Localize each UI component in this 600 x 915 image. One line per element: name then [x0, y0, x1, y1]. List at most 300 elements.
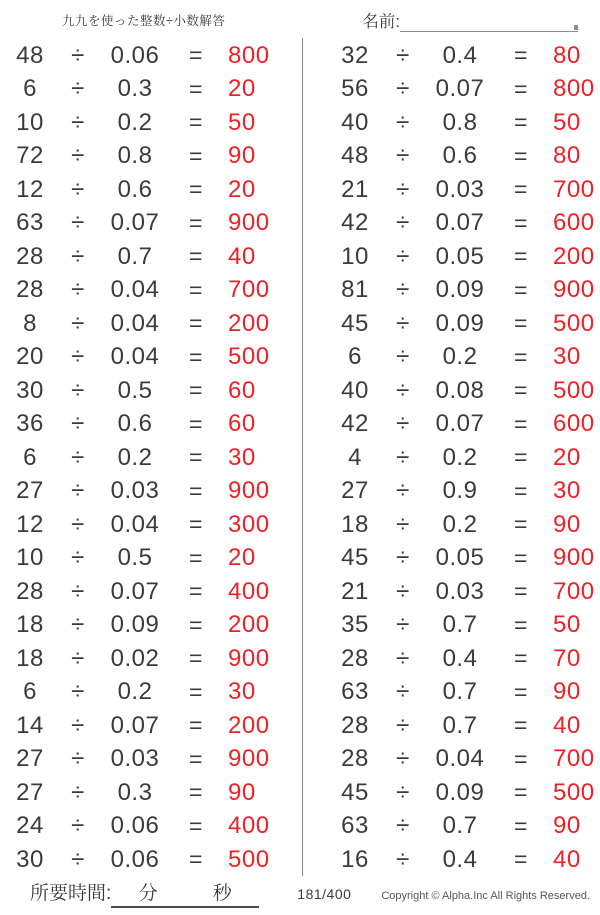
equals-sign: = [514, 745, 528, 772]
divisor: 0.7 [442, 812, 478, 840]
dividend: 30 [16, 376, 44, 404]
divide-sign: ÷ [396, 343, 410, 371]
dividend: 4 [348, 443, 362, 471]
answer: 70 [553, 644, 581, 672]
divisor: 0.7 [117, 242, 153, 270]
divide-sign: ÷ [396, 544, 410, 572]
problems-column-left [0, 38, 303, 876]
divisor: 0.04 [435, 745, 485, 773]
divisor: 0.04 [110, 276, 160, 304]
divisor: 0.02 [110, 644, 160, 672]
answer: 700 [553, 175, 595, 203]
dividend: 6 [348, 343, 362, 371]
seconds-unit-label: 秒 [212, 883, 232, 904]
problem-row [2, 709, 302, 743]
answer: 900 [228, 477, 270, 505]
dividend: 16 [341, 845, 369, 873]
divide-sign: ÷ [396, 711, 410, 739]
divisor: 0.3 [117, 778, 153, 806]
dividend: 63 [341, 812, 369, 840]
problem-row [327, 575, 600, 609]
divisor: 0.07 [110, 711, 160, 739]
dividend: 45 [341, 778, 369, 806]
problem-row [2, 776, 302, 810]
equals-sign: = [514, 42, 528, 69]
answer: 700 [553, 745, 595, 773]
problem-row [2, 307, 302, 341]
divisor: 0.03 [110, 745, 160, 773]
equals-sign: = [514, 310, 528, 337]
dividend: 10 [341, 242, 369, 270]
divide-sign: ÷ [71, 209, 85, 237]
equals-sign: = [189, 75, 203, 102]
divisor: 0.2 [442, 443, 478, 471]
answer: 800 [228, 41, 270, 69]
problem-row [327, 173, 600, 207]
divisor: 0.09 [435, 276, 485, 304]
header [0, 0, 600, 38]
divisor: 0.4 [442, 41, 478, 69]
answer: 900 [553, 276, 595, 304]
divisor: 0.06 [110, 41, 160, 69]
time-field-group [30, 878, 259, 908]
answer: 40 [553, 845, 581, 873]
divide-sign: ÷ [396, 678, 410, 706]
divide-sign: ÷ [71, 577, 85, 605]
copyright-notice: Copyright © Alpha.Inc All Rights Reserved. [381, 890, 590, 902]
divide-sign: ÷ [71, 477, 85, 505]
problem-row [327, 307, 600, 341]
equals-sign: = [189, 176, 203, 203]
answer: 500 [553, 376, 595, 404]
divisor: 0.5 [117, 544, 153, 572]
divide-sign: ÷ [396, 644, 410, 672]
answer: 80 [553, 142, 581, 170]
divide-sign: ÷ [71, 845, 85, 873]
problem-row [327, 709, 600, 743]
dividend: 28 [341, 644, 369, 672]
equals-sign: = [514, 343, 528, 370]
dividend: 32 [341, 41, 369, 69]
equals-sign: = [189, 511, 203, 538]
divisor: 0.09 [435, 778, 485, 806]
equals-sign: = [514, 678, 528, 705]
problems-column-right [303, 38, 600, 876]
divisor: 0.06 [110, 845, 160, 873]
answer: 900 [553, 544, 595, 572]
problem-row [2, 542, 302, 576]
problem-row [327, 274, 600, 308]
answer: 700 [228, 276, 270, 304]
divide-sign: ÷ [71, 41, 85, 69]
equals-sign: = [514, 477, 528, 504]
divisor: 0.05 [435, 242, 485, 270]
answer: 20 [228, 544, 256, 572]
answer: 40 [228, 242, 256, 270]
equals-sign: = [514, 276, 528, 303]
problem-row [2, 642, 302, 676]
equals-sign: = [189, 578, 203, 605]
equals-sign: = [189, 544, 203, 571]
equals-sign: = [189, 745, 203, 772]
divide-sign: ÷ [71, 745, 85, 773]
problem-row [327, 475, 600, 509]
dividend: 28 [341, 711, 369, 739]
dividend: 27 [16, 778, 44, 806]
dividend: 10 [16, 544, 44, 572]
equals-sign: = [189, 846, 203, 873]
divide-sign: ÷ [71, 410, 85, 438]
dividend: 6 [23, 75, 37, 103]
divisor: 0.07 [435, 410, 485, 438]
answer: 80 [553, 41, 581, 69]
answer: 90 [553, 510, 581, 538]
divide-sign: ÷ [396, 276, 410, 304]
divide-sign: ÷ [396, 410, 410, 438]
answer: 50 [553, 108, 581, 136]
equals-sign: = [189, 142, 203, 169]
dividend: 48 [341, 142, 369, 170]
equals-sign: = [514, 410, 528, 437]
page-number: 181/400 [297, 886, 352, 902]
divide-sign: ÷ [396, 745, 410, 773]
divisor: 0.04 [110, 510, 160, 538]
divide-sign: ÷ [396, 142, 410, 170]
problem-row [2, 676, 302, 710]
problem-row [2, 106, 302, 140]
divide-sign: ÷ [71, 376, 85, 404]
answer: 500 [553, 778, 595, 806]
dividend: 21 [341, 175, 369, 203]
divisor: 0.2 [442, 510, 478, 538]
divide-sign: ÷ [396, 242, 410, 270]
divisor: 0.6 [117, 410, 153, 438]
answer: 600 [553, 209, 595, 237]
dividend: 21 [341, 577, 369, 605]
answer: 90 [228, 142, 256, 170]
equals-sign: = [189, 779, 203, 806]
dividend: 81 [341, 276, 369, 304]
divide-sign: ÷ [71, 443, 85, 471]
name-blank-line [400, 12, 578, 32]
equals-sign: = [189, 611, 203, 638]
name-label: 名前: [362, 13, 400, 31]
answer: 900 [228, 209, 270, 237]
equals-sign: = [514, 377, 528, 404]
dividend: 18 [16, 611, 44, 639]
time-label: 所要時間: [30, 883, 112, 904]
equals-sign: = [189, 42, 203, 69]
divide-sign: ÷ [396, 108, 410, 136]
divide-sign: ÷ [396, 477, 410, 505]
problem-row [2, 743, 302, 777]
divide-sign: ÷ [396, 209, 410, 237]
equals-sign: = [189, 444, 203, 471]
divisor: 0.03 [435, 577, 485, 605]
answer: 60 [228, 376, 256, 404]
equals-sign: = [514, 444, 528, 471]
dividend: 12 [16, 510, 44, 538]
minutes-unit-label: 分 [138, 883, 158, 904]
problem-row [2, 575, 302, 609]
divisor: 0.09 [110, 611, 160, 639]
equals-sign: = [514, 176, 528, 203]
equals-sign: = [189, 812, 203, 839]
divisor: 0.2 [117, 108, 153, 136]
dividend: 18 [341, 510, 369, 538]
divide-sign: ÷ [71, 75, 85, 103]
divide-sign: ÷ [396, 443, 410, 471]
divide-sign: ÷ [71, 611, 85, 639]
divide-sign: ÷ [71, 711, 85, 739]
equals-sign: = [189, 209, 203, 236]
divisor: 0.4 [442, 845, 478, 873]
divide-sign: ÷ [71, 812, 85, 840]
divisor: 0.6 [117, 175, 153, 203]
divide-sign: ÷ [396, 577, 410, 605]
divide-sign: ÷ [71, 175, 85, 203]
dividend: 42 [341, 209, 369, 237]
problem-row [2, 341, 302, 375]
divisor: 0.2 [442, 343, 478, 371]
problem-row [2, 39, 302, 73]
problem-row [327, 408, 600, 442]
equals-sign: = [514, 712, 528, 739]
answer: 200 [228, 711, 270, 739]
problem-row [327, 642, 600, 676]
divide-sign: ÷ [71, 142, 85, 170]
dividend: 63 [16, 209, 44, 237]
problem-row [2, 140, 302, 174]
problem-row [327, 676, 600, 710]
divisor: 0.07 [435, 75, 485, 103]
divisor: 0.05 [435, 544, 485, 572]
answer: 300 [228, 510, 270, 538]
problem-row [2, 73, 302, 107]
dividend: 24 [16, 812, 44, 840]
answer: 200 [228, 309, 270, 337]
problem-row [2, 475, 302, 509]
equals-sign: = [189, 343, 203, 370]
page-title: 九九を使った整数÷小数解答 [62, 14, 226, 28]
problem-row [327, 106, 600, 140]
dividend: 14 [16, 711, 44, 739]
answer: 400 [228, 577, 270, 605]
divide-sign: ÷ [71, 678, 85, 706]
answer: 30 [553, 477, 581, 505]
divisor: 0.7 [442, 678, 478, 706]
answer: 50 [228, 108, 256, 136]
problem-row [2, 843, 302, 877]
answer: 30 [228, 678, 256, 706]
divide-sign: ÷ [396, 812, 410, 840]
answer: 60 [228, 410, 256, 438]
answer: 900 [228, 745, 270, 773]
divisor: 0.2 [117, 678, 153, 706]
problem-row [327, 441, 600, 475]
divide-sign: ÷ [396, 376, 410, 404]
divisor: 0.6 [442, 142, 478, 170]
problem-row [327, 508, 600, 542]
answer: 500 [228, 343, 270, 371]
divisor: 0.9 [442, 477, 478, 505]
divisor: 0.04 [110, 343, 160, 371]
equals-sign: = [514, 142, 528, 169]
equals-sign: = [514, 779, 528, 806]
dividend: 45 [341, 309, 369, 337]
equals-sign: = [189, 310, 203, 337]
dividend: 27 [16, 745, 44, 773]
problem-row [2, 609, 302, 643]
equals-sign: = [189, 377, 203, 404]
equals-sign: = [514, 578, 528, 605]
equals-sign: = [189, 678, 203, 705]
answer: 50 [553, 611, 581, 639]
equals-sign: = [514, 846, 528, 873]
equals-sign: = [189, 109, 203, 136]
problem-row [327, 374, 600, 408]
dividend: 6 [23, 443, 37, 471]
problem-row [327, 776, 600, 810]
name-field-group [362, 8, 578, 32]
dividend: 20 [16, 343, 44, 371]
equals-sign: = [514, 611, 528, 638]
dividend: 63 [341, 678, 369, 706]
problem-row [327, 207, 600, 241]
problem-row [2, 173, 302, 207]
dividend: 27 [16, 477, 44, 505]
dividend: 10 [16, 108, 44, 136]
dividend: 8 [23, 309, 37, 337]
equals-sign: = [189, 243, 203, 270]
dividend: 28 [16, 242, 44, 270]
equals-sign: = [514, 209, 528, 236]
problem-row [327, 743, 600, 777]
time-blank-line [111, 878, 259, 908]
problems-area [0, 38, 600, 876]
divisor: 0.7 [442, 711, 478, 739]
divide-sign: ÷ [71, 343, 85, 371]
equals-sign: = [514, 511, 528, 538]
divisor: 0.03 [435, 175, 485, 203]
equals-sign: = [189, 410, 203, 437]
dividend: 40 [341, 108, 369, 136]
divisor: 0.08 [435, 376, 485, 404]
divisor: 0.2 [117, 443, 153, 471]
divide-sign: ÷ [396, 510, 410, 538]
problem-row [327, 240, 600, 274]
equals-sign: = [514, 243, 528, 270]
dividend: 45 [341, 544, 369, 572]
divide-sign: ÷ [71, 276, 85, 304]
answer: 400 [228, 812, 270, 840]
answer: 20 [228, 75, 256, 103]
answer: 800 [553, 75, 595, 103]
dividend: 72 [16, 142, 44, 170]
problem-row [2, 240, 302, 274]
divisor: 0.8 [117, 142, 153, 170]
footer [0, 876, 600, 915]
dividend: 35 [341, 611, 369, 639]
equals-sign: = [189, 645, 203, 672]
dividend: 12 [16, 175, 44, 203]
divisor: 0.7 [442, 611, 478, 639]
dividend: 18 [16, 644, 44, 672]
divide-sign: ÷ [71, 242, 85, 270]
answer: 900 [228, 644, 270, 672]
equals-sign: = [514, 645, 528, 672]
divide-sign: ÷ [71, 108, 85, 136]
dividend: 30 [16, 845, 44, 873]
dividend: 28 [16, 276, 44, 304]
answer: 90 [553, 678, 581, 706]
divisor: 0.03 [110, 477, 160, 505]
divisor: 0.4 [442, 644, 478, 672]
problem-row [327, 39, 600, 73]
dividend: 36 [16, 410, 44, 438]
problem-row [327, 341, 600, 375]
divide-sign: ÷ [71, 778, 85, 806]
answer: 700 [553, 577, 595, 605]
answer: 20 [553, 443, 581, 471]
divisor: 0.07 [435, 209, 485, 237]
answer: 30 [553, 343, 581, 371]
divide-sign: ÷ [396, 611, 410, 639]
problem-row [2, 508, 302, 542]
divisor: 0.04 [110, 309, 160, 337]
dividend: 48 [16, 41, 44, 69]
divide-sign: ÷ [71, 309, 85, 337]
divisor: 0.06 [110, 812, 160, 840]
dividend: 42 [341, 410, 369, 438]
answer: 600 [553, 410, 595, 438]
problem-row [2, 810, 302, 844]
equals-sign: = [514, 812, 528, 839]
divisor: 0.3 [117, 75, 153, 103]
divide-sign: ÷ [71, 544, 85, 572]
problem-row [327, 140, 600, 174]
dividend: 56 [341, 75, 369, 103]
answer: 30 [228, 443, 256, 471]
equals-sign: = [514, 544, 528, 571]
answer: 40 [553, 711, 581, 739]
problem-row [327, 843, 600, 877]
answer: 90 [228, 778, 256, 806]
dividend: 28 [341, 745, 369, 773]
problem-row [2, 207, 302, 241]
equals-sign: = [514, 75, 528, 102]
divisor: 0.09 [435, 309, 485, 337]
answer: 200 [553, 242, 595, 270]
problem-row [327, 73, 600, 107]
problem-row [2, 274, 302, 308]
equals-sign: = [189, 712, 203, 739]
name-line-end-mark [574, 25, 578, 30]
answer: 500 [553, 309, 595, 337]
equals-sign: = [514, 109, 528, 136]
divide-sign: ÷ [396, 41, 410, 69]
problem-row [327, 609, 600, 643]
answer: 200 [228, 611, 270, 639]
answer: 90 [553, 812, 581, 840]
divide-sign: ÷ [396, 778, 410, 806]
divisor: 0.8 [442, 108, 478, 136]
divisor: 0.5 [117, 376, 153, 404]
problem-row [327, 810, 600, 844]
dividend: 6 [23, 678, 37, 706]
equals-sign: = [189, 477, 203, 504]
divisor: 0.07 [110, 577, 160, 605]
